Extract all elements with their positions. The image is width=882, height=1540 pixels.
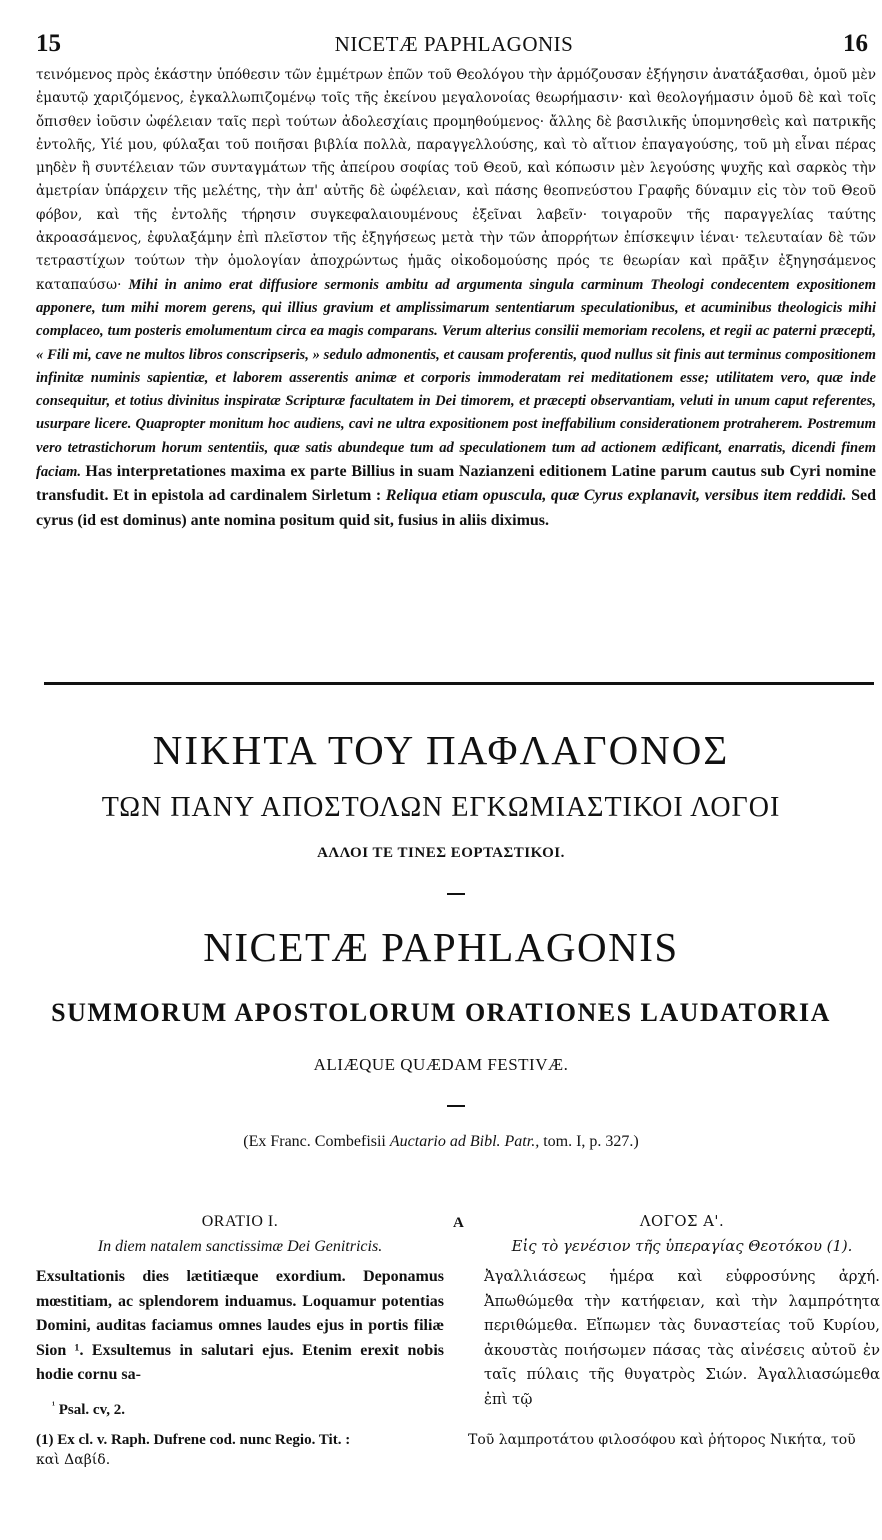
footnote-manuscript-greek-end: καὶ Δαβίδ.	[36, 1452, 111, 1468]
latin-subtitle-2: ALIÆQUE QUÆDAM FESTIVÆ.	[313, 1055, 569, 1074]
intro-greek-paragraph: τεινόμενος πρὸς ἑκάστην ὑπόθεσιν τῶν ἐμμέτρων ἐπῶν τοῦ Θεολόγου τὴν ἁρμόζουσαν ἐξήγησιν ἀνατάξασθαι, ὁμοῦ μὲν ἐμαυτῷ χαριζόμενος, ἐγκαλλωπιζομένῳ τοῖς τῆς ἐκείνου μεγαλονοίας θεωρήμασιν· καὶ θεολογήμασιν ὁμοῦ δὲ καὶ τοῖς ὄπισθεν ἰοῦσιν ὠφέλειαν ταῖς περὶ τούτων ἀδολεσχίαις προμηθούμενος· ἄλλης δὲ βασιλικῆς ὑπομνησθεὶς καὶ πατρικῆς ἐντολῆς, Υἱέ μου, φύλαξαι τοῦ ποιῆσαι βιβλία πολλὰ, παραγγελλούσης, καὶ τὸ αἴτιον ἐπαγαγούσης, τοῦ μὴ εἶναι πέρας μηδὲν ἢ συντέλειαν τῶν συνταγμάτων τῆς ἀπείρου σοφίας τοῦ Θεοῦ, καὶ κόπωσιν μὲν λεγούσης ψυχῆς καὶ σαρκὸς τὴν ἀμετρίαν ὑπάρχειν τῆς μελέτης, τὴν ἀπ' αὐτῆς δὲ ὠφέλειαν, καὶ πάσης θεοπνεύστου Γραφῆς δύναμιν εἰς τὸν τοῦ Θεοῦ φόβον, καὶ τῆς ἐντολῆς τήρησιν συγκεφαλαιουμένους ἐξεῖναι λαβεῖν· τοιγαροῦν τῆς παραγγελίας ταύτης ἀκροασάμενος, ἐφυλαξάμην ἐπὶ πλεῖστον τῆς ἐξηγήσεως μετὰ τὴν τῶν ἀπορρήτων ἐπίσκεψιν ἰέναι· τελευταίαν δὲ τῶν τετραστίχων τούτων τὴν ὁμολογίαν ἀποχρώντως ἡμᾶς οἰκοδομούσης πρός τε θεωρίαν καὶ πρᾶξιν ἐξηγησάμενος καταπαύσω·	[36, 67, 876, 293]
greek-subtitle: ΤΩΝ ΠΑΝΥ ΑΠΟΣΤΟΛΩΝ ΕΓΚΩΜΙΑΣΤΙΚΟΙ ΛΟΓΟΙ	[101, 792, 781, 823]
latin-title: NICETÆ PAPHLAGONIS	[203, 924, 679, 970]
title-dash-2	[447, 1105, 465, 1107]
footnote-psalm-mark: ¹	[52, 1400, 55, 1411]
source-citation-post: tom. I, p. 327.)	[543, 1133, 639, 1150]
greek-oration-subheading: Εἰς τὸ γενέσιον τῆς ὑπεραγίας Θεοτόκου (1).	[511, 1237, 853, 1255]
page-number-right: 16	[843, 30, 868, 57]
footnote-manuscript-right: Τοῦ λαμπροτάτου φιλοσόφου καὶ ῥήτορος Νικήτα, τοῦ	[468, 1432, 856, 1448]
greek-oration-column	[484, 1210, 880, 1412]
latin-oration-heading: ORATIO I.	[201, 1213, 279, 1230]
source-citation	[0, 1133, 882, 1151]
intro-note-text: Has interpretationes maxima ex parte Billius in suam Nazianzeni editionem Latine parum cautus sub Cyri nomine transfudit. Et in epistola ad cardinalem Sirletum :	[36, 463, 876, 505]
greek-oration-text: Ἀγαλλιάσεως ἡμέρα καὶ εὐφροσύνης ἀρχή. Ἀπωθώμεθα τὴν κατήφειαν, καὶ τὴν λαμπρότητα περιθώμεθα. Εἴπωμεν τὰς δυναστείας τοῦ Κυρίου, ἀκουστὰς ποιήσωμεν πάσας τὰς αἰνέσεις αὐτοῦ ἐν ταῖς πύλαις τῆς θυγατρὸς Σιών. Ἀγαλλιασώμεθα ἐπὶ τῷ	[484, 1268, 880, 1408]
footnote-psalm-text: Psal. cv, 2.	[58, 1402, 125, 1418]
intro-note-quote: Reliqua etiam opuscula, quæ Cyrus explanavit, versibus item reddidi.	[385, 487, 847, 505]
source-citation-work: Auctario ad Bibl. Patr.,	[389, 1133, 540, 1150]
running-title: NICETÆ PAPHLAGONIS	[334, 32, 574, 56]
intro-latin-paragraph: Mihi in animo erat diffusiore sermonis ambitu ad argumenta singula carminum Theologi condecentem expositionem apponere, tum mihi morem gerens, qui illius gravium et amplissimarum sententiarum speculationibus, et acuminibus theologicis mihi complaceo, tum posteris emolumentum circa ea magis comparans. Verum alterius consilii memoriam recolens, et regii ac paterni præcepti, « Fili mi, cave ne multos libros conscripseris, » sedulo admonentis, et causam proferentis, quod nullus sit finis aut terminus compositionem infinitæ numinis sapientiæ, et laborem asserentis animæ et corporis immoderatam rei meditationem esse; utilitatem vero, quæ inde consequitur, et totius divinitus inspiratæ Scripturæ facultatem in Dei timorem, et præcepti observantiam, veluti in unum caput referentes, usurpare licere. Quapropter monitum hoc audiens, cavi ne ultra expositionem post ineffabilium considerationem protraherem. Postremum vero tetrastichorum horum sententiis, quæ satis abundeque tum ad speculationem tum ad actionem ædificant, enarratis, dicendi finem faciam.	[36, 276, 876, 481]
footnote-psalm	[52, 1400, 125, 1419]
latin-subtitle: SUMMORUM APOSTOLORUM ORATIONES LAUDATORIA	[51, 998, 831, 1027]
page-number-left: 15	[36, 30, 61, 57]
column-marker: A	[453, 1215, 464, 1231]
footnote-manuscript-text: (1) Ex cl. v. Raph. Dufrene cod. nunc Regio. Tit. :	[36, 1432, 351, 1448]
latin-oration-text: Exsultationis dies lætitiæque exordium. Deponamus mœstitiam, ac splendorem induamus. Loquamur potentias Domini, auditas faciamus omnes laudes ejus in portis filiæ Sion ¹. Exsultemus in salutari ejus. Etenim erexit nobis hodie cornu sa-	[36, 1268, 444, 1383]
intro-text-block	[36, 64, 876, 533]
latin-oration-column	[36, 1210, 444, 1388]
running-header	[36, 30, 872, 60]
latin-oration-subheading: In diem natalem sanctissimæ Dei Genitricis.	[97, 1237, 383, 1255]
greek-title: ΝΙΚΗΤΑ ΤΟΥ ΠΑΦΛΑΓΟΝΟΣ	[152, 727, 730, 773]
footnote-manuscript-left	[36, 1430, 481, 1470]
title-dash-1	[447, 893, 465, 895]
section-rule	[44, 682, 874, 685]
intro-note	[36, 463, 876, 529]
intro-note-text-end: Sed cyrus (id est dominus) ante nomina positum quid sit, fusius in aliis diximus.	[36, 487, 877, 529]
source-citation-pre: (Ex Franc. Combefisii	[243, 1133, 386, 1150]
greek-oration-heading: ΛΟΓΟΣ Α'.	[639, 1213, 725, 1230]
greek-subtitle-2: ΑΛΛΟΙ ΤΕ ΤΙΝΕΣ ΕΟΡΤΑΣΤΙΚΟΙ.	[317, 845, 565, 861]
